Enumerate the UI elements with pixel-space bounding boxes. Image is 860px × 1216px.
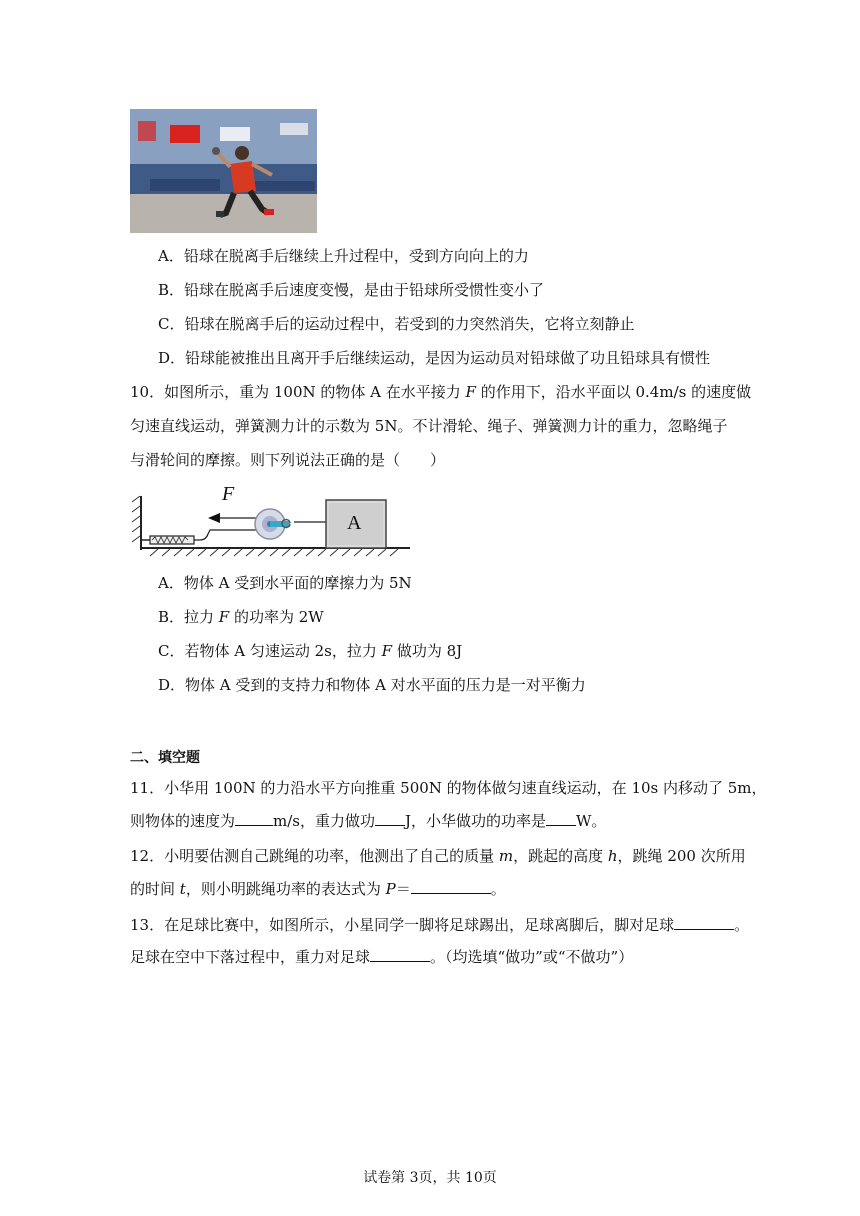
q9-option-a: A．铅球在脱离手后继续上升过程中，受到方向向上的力 (158, 247, 529, 265)
q12-line1: 12．小明要估测自己跳绳的功率，他测出了自己的质量 m，跳起的高度 h，跳绳 200 次所用 (130, 847, 746, 865)
q10-stem-line3: 与滑轮间的摩擦。则下列说法正确的是（ ） (130, 451, 446, 469)
q11-line2: 则物体的速度为 m/s，重力做功 J，小华做功的功率是 W。 (130, 812, 607, 830)
answer-blank[interactable] (411, 878, 491, 894)
answer-blank[interactable] (375, 810, 405, 826)
answer-blank[interactable] (546, 810, 576, 826)
q12-line2: 的时间 t，则小明跳绳功率的表达式为 P＝ 。 (130, 880, 506, 898)
force-arrow-icon (208, 513, 220, 523)
page-footer: 试卷第 3页，共 10页 (363, 1170, 497, 1186)
q10-option-b: B．拉力 F 的功率为 2W (158, 608, 324, 626)
pulley-diagram (130, 482, 412, 558)
q13-line1: 13．在足球比赛中，如图所示，小星同学一脚将足球踢出，足球离脚后，脚对足球 。 (130, 916, 750, 934)
answer-blank[interactable] (674, 914, 734, 930)
q13-line2: 足球在空中下落过程中，重力对足球 。（均选填“做功”或“不做功”） (130, 948, 634, 966)
q11-line1: 11．小华用 100N 的力沿水平方向推重 500N 的物体做匀速直线运动，在 10s 内移动了 5m， (130, 779, 767, 797)
q10-stem-line2: 匀速直线运动，弹簧测力计的示数为 5N。不计滑轮、绳子、弹簧测力计的重力，忽略绳子 (130, 417, 728, 435)
q10-option-a: A．物体 A 受到水平面的摩擦力为 5N (158, 574, 412, 592)
q10-stem-line1: 10．如图所示，重为 100N 的物体 A 在水平接力 F 的作用下，沿水平面以 0.4m/s 的速度做 (130, 383, 752, 401)
q9-option-d: D．铅球能被推出且离开手后继续运动，是因为运动员对铅球做了功且铅球具有惯性 (158, 349, 711, 367)
force-label: F (222, 483, 235, 505)
q10-option-c: C．若物体 A 匀速运动 2s，拉力 F 做功为 8J (158, 642, 463, 660)
shot-put-photo (130, 109, 317, 233)
answer-blank[interactable] (235, 810, 273, 826)
q9-option-c: C．铅球在脱离手后的运动过程中，若受到的力突然消失，它将立刻静止 (158, 315, 635, 333)
answer-blank[interactable] (370, 946, 430, 962)
block-label: A (347, 512, 362, 534)
section-title: 二、填空题 (130, 750, 200, 766)
q9-option-b: B．铅球在脱离手后速度变慢，是由于铅球所受惯性变小了 (158, 281, 545, 299)
q10-option-d: D．物体 A 受到的支持力和物体 A 对水平面的压力是一对平衡力 (158, 676, 586, 694)
